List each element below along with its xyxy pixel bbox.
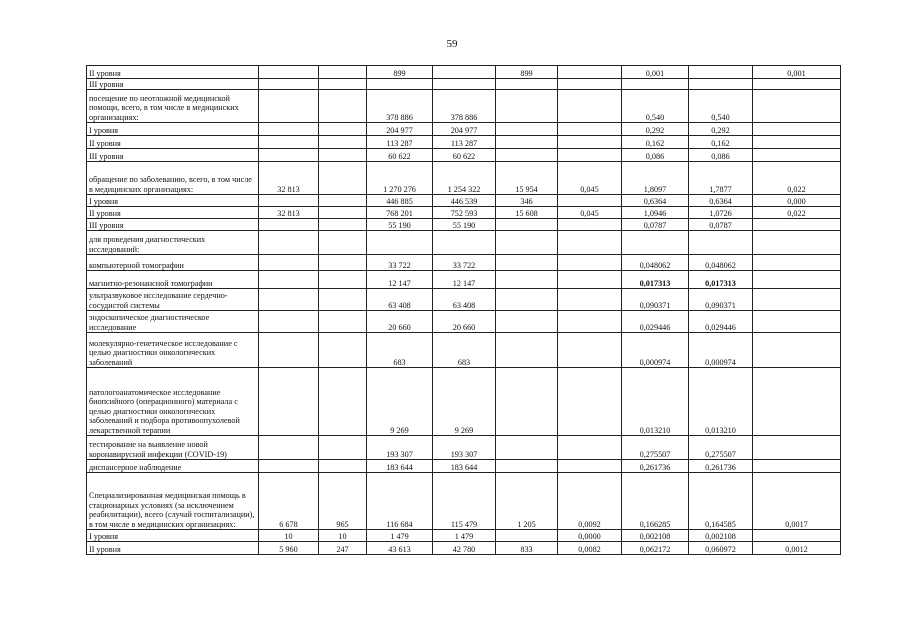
value-cell: 0,029446	[622, 311, 689, 333]
value-cell	[319, 436, 367, 460]
value-cell: 0,045	[558, 162, 622, 195]
table-row	[87, 255, 841, 271]
value-cell	[753, 368, 841, 436]
value-cell: 0,164585	[689, 473, 753, 530]
value-cell	[496, 231, 558, 255]
value-cell	[558, 368, 622, 436]
value-cell	[496, 123, 558, 136]
value-cell: 15 954	[496, 162, 558, 195]
row-label-cell: I уровня	[87, 123, 259, 136]
value-cell	[689, 79, 753, 90]
value-cell: 0,022	[753, 207, 841, 219]
value-cell: 0,0787	[622, 219, 689, 231]
value-cell: 0,048062	[622, 255, 689, 271]
value-cell	[367, 79, 433, 90]
page-number: 59	[446, 38, 458, 50]
row-label-cell: Специализированная медицинская помощь в стационарных условиях (за исключением реабилитации), всего (случай госпитализации), в том числе в медицинских организациях:	[87, 473, 259, 530]
value-cell	[259, 436, 319, 460]
value-cell: 0,0787	[689, 219, 753, 231]
value-cell: 15 608	[496, 207, 558, 219]
table-row	[87, 90, 841, 123]
row-label-cell: II уровня	[87, 542, 259, 555]
row-label-cell: III уровня	[87, 149, 259, 162]
value-cell	[259, 90, 319, 123]
row-label-cell: II уровня	[87, 207, 259, 219]
value-cell: 20 660	[433, 311, 496, 333]
value-cell: 683	[433, 333, 496, 368]
value-cell	[558, 66, 622, 79]
value-cell: 0,045	[558, 207, 622, 219]
value-cell: 0,0000	[558, 530, 622, 542]
value-cell: 12 147	[367, 271, 433, 289]
value-cell: 1,8097	[622, 162, 689, 195]
value-cell: 20 660	[367, 311, 433, 333]
value-cell	[259, 271, 319, 289]
value-cell	[753, 311, 841, 333]
value-cell	[496, 90, 558, 123]
value-cell: 1 479	[433, 530, 496, 542]
value-cell	[319, 289, 367, 311]
value-cell: 0,540	[689, 90, 753, 123]
row-label-cell: I уровня	[87, 530, 259, 542]
value-cell	[753, 231, 841, 255]
table-row	[87, 136, 841, 149]
value-cell	[753, 136, 841, 149]
value-cell: 446 539	[433, 195, 496, 207]
value-cell: 113 287	[367, 136, 433, 149]
value-cell: 0,261736	[622, 460, 689, 473]
value-cell	[558, 289, 622, 311]
value-cell: 9 269	[367, 368, 433, 436]
value-cell: 63 408	[433, 289, 496, 311]
value-cell: 0,017313	[689, 271, 753, 289]
value-cell	[622, 79, 689, 90]
table-row	[87, 460, 841, 473]
value-cell	[259, 219, 319, 231]
row-label-cell: патологоанатомическое исследование биопсийного (операционного) материала с целью диагностики онкологических заболеваний и подбора противоопухолевой лекарственной терапии	[87, 368, 259, 436]
value-cell	[319, 333, 367, 368]
value-cell	[319, 79, 367, 90]
value-cell: 9 269	[433, 368, 496, 436]
table-row	[87, 289, 841, 311]
value-cell: 0,292	[622, 123, 689, 136]
value-cell	[753, 289, 841, 311]
value-cell: 0,0092	[558, 473, 622, 530]
value-cell: 1,7877	[689, 162, 753, 195]
value-cell	[753, 460, 841, 473]
value-cell	[259, 333, 319, 368]
row-label-cell: II уровня	[87, 136, 259, 149]
value-cell	[319, 90, 367, 123]
value-cell	[558, 219, 622, 231]
value-cell: 0,275507	[689, 436, 753, 460]
table-row	[87, 123, 841, 136]
table-row	[87, 162, 841, 195]
row-label-cell: III уровня	[87, 219, 259, 231]
row-label-cell: тестирование на выявление новой коронавирусной инфекции (COVID-19)	[87, 436, 259, 460]
value-cell: 247	[319, 542, 367, 555]
value-cell: 0,017313	[622, 271, 689, 289]
value-cell: 0,060972	[689, 542, 753, 555]
value-cell: 0,166285	[622, 473, 689, 530]
value-cell	[496, 333, 558, 368]
value-cell: 33 722	[433, 255, 496, 271]
value-cell: 0,086	[689, 149, 753, 162]
row-label-cell: посещение по неотложной медицинской помощи, всего, в том числе в медицинских организациях:	[87, 90, 259, 123]
value-cell: 0,292	[689, 123, 753, 136]
value-cell: 1 254 322	[433, 162, 496, 195]
value-cell	[753, 79, 841, 90]
value-cell: 0,540	[622, 90, 689, 123]
value-cell: 0,0017	[753, 473, 841, 530]
value-cell	[259, 255, 319, 271]
value-cell: 0,090371	[689, 289, 753, 311]
table-row	[87, 542, 841, 555]
value-cell: 116 684	[367, 473, 433, 530]
value-cell	[319, 149, 367, 162]
value-cell	[558, 90, 622, 123]
value-cell	[319, 368, 367, 436]
value-cell: 0,002108	[622, 530, 689, 542]
value-cell	[259, 289, 319, 311]
value-cell	[558, 460, 622, 473]
value-cell: 446 885	[367, 195, 433, 207]
value-cell: 0,001	[622, 66, 689, 79]
table-row	[87, 219, 841, 231]
table-row	[87, 231, 841, 255]
value-cell: 0,013210	[689, 368, 753, 436]
value-cell	[319, 195, 367, 207]
value-cell	[319, 207, 367, 219]
row-label-cell: для проведения диагностических исследований:	[87, 231, 259, 255]
value-cell: 0,002108	[689, 530, 753, 542]
value-cell	[496, 460, 558, 473]
row-label-cell: обращение по заболеванию, всего, в том числе в медицинских организациях:	[87, 162, 259, 195]
value-cell	[259, 149, 319, 162]
row-label-cell: ультразвуковое исследование сердечно-сосудистой системы	[87, 289, 259, 311]
value-cell	[558, 231, 622, 255]
table-row	[87, 195, 841, 207]
value-cell: 0,090371	[622, 289, 689, 311]
value-cell	[558, 271, 622, 289]
value-cell: 0,162	[622, 136, 689, 149]
value-cell: 113 287	[433, 136, 496, 149]
row-label-cell: III уровня	[87, 79, 259, 90]
value-cell	[496, 149, 558, 162]
value-cell	[319, 66, 367, 79]
value-cell	[496, 311, 558, 333]
value-cell	[433, 66, 496, 79]
value-cell	[319, 162, 367, 195]
value-cell: 378 886	[367, 90, 433, 123]
value-cell	[259, 195, 319, 207]
value-cell	[496, 530, 558, 542]
row-label-cell: молекулярно-генетическое исследование с целью диагностики онкологических заболеваний	[87, 333, 259, 368]
value-cell: 0,029446	[689, 311, 753, 333]
value-cell	[259, 79, 319, 90]
value-cell: 1 270 276	[367, 162, 433, 195]
value-cell	[753, 149, 841, 162]
value-cell: 0,062172	[622, 542, 689, 555]
value-cell: 43 613	[367, 542, 433, 555]
value-cell	[753, 90, 841, 123]
value-cell	[558, 333, 622, 368]
value-cell: 55 190	[367, 219, 433, 231]
value-cell	[496, 271, 558, 289]
value-cell: 63 408	[367, 289, 433, 311]
value-cell: 193 307	[367, 436, 433, 460]
value-cell: 1 205	[496, 473, 558, 530]
value-cell	[753, 255, 841, 271]
value-cell	[319, 219, 367, 231]
value-cell: 1 479	[367, 530, 433, 542]
value-cell: 378 886	[433, 90, 496, 123]
value-cell: 0,022	[753, 162, 841, 195]
value-cell: 5 960	[259, 542, 319, 555]
value-cell: 899	[367, 66, 433, 79]
value-cell: 60 622	[433, 149, 496, 162]
value-cell	[259, 311, 319, 333]
value-cell	[496, 79, 558, 90]
value-cell: 0,261736	[689, 460, 753, 473]
value-cell: 0,275507	[622, 436, 689, 460]
value-cell	[558, 79, 622, 90]
value-cell	[319, 460, 367, 473]
table-row	[87, 436, 841, 460]
value-cell: 0,162	[689, 136, 753, 149]
value-cell	[496, 136, 558, 149]
value-cell	[319, 136, 367, 149]
value-cell: 833	[496, 542, 558, 555]
value-cell: 0,0082	[558, 542, 622, 555]
value-cell	[433, 231, 496, 255]
value-cell: 1,0946	[622, 207, 689, 219]
value-cell	[753, 219, 841, 231]
value-cell: 899	[496, 66, 558, 79]
value-cell	[259, 460, 319, 473]
value-cell	[753, 436, 841, 460]
value-cell	[558, 436, 622, 460]
data-table	[86, 65, 841, 555]
value-cell	[259, 123, 319, 136]
value-cell	[319, 255, 367, 271]
value-cell: 204 977	[367, 123, 433, 136]
value-cell	[319, 271, 367, 289]
value-cell	[753, 271, 841, 289]
table-row	[87, 368, 841, 436]
value-cell: 0,6364	[622, 195, 689, 207]
value-cell	[689, 66, 753, 79]
value-cell: 0,086	[622, 149, 689, 162]
value-cell	[259, 66, 319, 79]
value-cell	[319, 123, 367, 136]
value-cell	[558, 255, 622, 271]
table-row	[87, 207, 841, 219]
value-cell: 60 622	[367, 149, 433, 162]
value-cell	[496, 255, 558, 271]
value-cell: 346	[496, 195, 558, 207]
row-label-cell: I уровня	[87, 195, 259, 207]
value-cell: 0,013210	[622, 368, 689, 436]
value-cell: 0,000974	[622, 333, 689, 368]
value-cell	[367, 231, 433, 255]
row-label-cell: диспансерное наблюдение	[87, 460, 259, 473]
value-cell	[259, 368, 319, 436]
value-cell: 33 722	[367, 255, 433, 271]
value-cell	[753, 530, 841, 542]
value-cell	[689, 231, 753, 255]
value-cell: 42 780	[433, 542, 496, 555]
value-cell: 193 307	[433, 436, 496, 460]
table-row	[87, 79, 841, 90]
table-row	[87, 66, 841, 79]
value-cell: 55 190	[433, 219, 496, 231]
value-cell: 683	[367, 333, 433, 368]
value-cell: 32 813	[259, 207, 319, 219]
value-cell: 0,000	[753, 195, 841, 207]
value-cell: 32 813	[259, 162, 319, 195]
value-cell: 965	[319, 473, 367, 530]
value-cell	[753, 333, 841, 368]
table-row	[87, 473, 841, 530]
value-cell	[558, 311, 622, 333]
table-row	[87, 149, 841, 162]
value-cell	[753, 123, 841, 136]
value-cell	[496, 368, 558, 436]
value-cell: 10	[259, 530, 319, 542]
value-cell: 10	[319, 530, 367, 542]
table-row	[87, 311, 841, 333]
value-cell	[259, 231, 319, 255]
value-cell	[558, 136, 622, 149]
value-cell	[622, 231, 689, 255]
value-cell	[558, 149, 622, 162]
value-cell	[319, 311, 367, 333]
row-label-cell: компьютерной томографии	[87, 255, 259, 271]
table-row	[87, 271, 841, 289]
value-cell: 0,001	[753, 66, 841, 79]
value-cell: 183 644	[433, 460, 496, 473]
value-cell: 752 593	[433, 207, 496, 219]
value-cell	[259, 136, 319, 149]
value-cell	[496, 436, 558, 460]
value-cell	[558, 123, 622, 136]
value-cell: 12 147	[433, 271, 496, 289]
row-label-cell: магнитно-резонансной томографии	[87, 271, 259, 289]
value-cell	[433, 79, 496, 90]
table-row	[87, 530, 841, 542]
row-label-cell: эндоскопическое диагностическое исследование	[87, 311, 259, 333]
value-cell: 183 644	[367, 460, 433, 473]
value-cell	[558, 195, 622, 207]
value-cell: 0,0012	[753, 542, 841, 555]
value-cell: 768 201	[367, 207, 433, 219]
value-cell: 0,000974	[689, 333, 753, 368]
value-cell: 204 977	[433, 123, 496, 136]
value-cell: 6 678	[259, 473, 319, 530]
value-cell	[496, 289, 558, 311]
value-cell: 1,0726	[689, 207, 753, 219]
value-cell: 0,048062	[689, 255, 753, 271]
value-cell	[319, 231, 367, 255]
row-label-cell: II уровня	[87, 66, 259, 79]
value-cell: 115 479	[433, 473, 496, 530]
value-cell: 0,6364	[689, 195, 753, 207]
value-cell	[496, 219, 558, 231]
table-row	[87, 333, 841, 368]
